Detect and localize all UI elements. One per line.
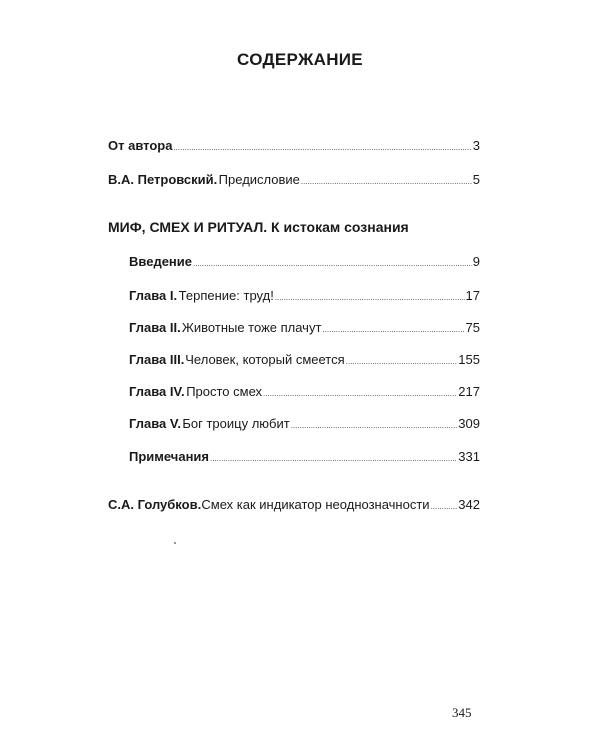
toc-entry-page: 9 <box>472 254 480 269</box>
section-heading: МИФ, СМЕХ И РИТУАЛ. К истокам сознания <box>108 219 409 235</box>
toc-entry-label: Глава IV. <box>129 384 185 399</box>
toc-entry-page: 3 <box>472 138 480 153</box>
toc-entry-label: Глава I. <box>129 288 178 303</box>
toc-entry-page: 75 <box>465 320 480 335</box>
leader-dots <box>301 174 472 190</box>
toc-entry-author: С.А. Голубков. <box>108 497 202 512</box>
toc-entry-page: 5 <box>472 172 480 187</box>
leader-dots <box>173 140 471 156</box>
leader-dots <box>193 256 472 272</box>
toc-entry-title: Смех как индикатор неоднозначности <box>201 497 430 512</box>
leader-dots <box>263 386 457 402</box>
toc-entry-preface <box>108 172 480 190</box>
toc-entry-label: Примечания <box>129 449 210 464</box>
page-title: СОДЕРЖАНИЕ <box>237 50 363 69</box>
toc-entry-title: Предисловие <box>218 172 300 187</box>
leader-dots <box>346 354 458 370</box>
toc-entry-page: 155 <box>458 352 480 367</box>
toc-entry-title: Животные тоже плачут <box>181 320 322 335</box>
toc-entry-chapter-5 <box>129 416 480 434</box>
toc-entry-title: Человек, который смеется <box>185 352 345 367</box>
leader-dots <box>291 418 458 434</box>
print-speck <box>174 542 176 544</box>
toc-entry-page: 342 <box>458 497 480 512</box>
leader-dots <box>275 290 465 306</box>
toc-entry-afterword <box>108 497 480 515</box>
toc-entry-label: Глава II. <box>129 320 181 335</box>
toc-entry-title: Бог троицу любит <box>182 416 290 431</box>
toc-entry-title: Терпение: труд! <box>178 288 274 303</box>
toc-entry-notes <box>129 449 480 467</box>
leader-dots <box>431 499 458 515</box>
toc-entry-author: В.А. Петровский. <box>108 172 218 187</box>
leader-dots <box>210 451 457 467</box>
leader-dots <box>322 322 464 338</box>
toc-entry-page: 309 <box>458 416 480 431</box>
toc-entry-chapter-3 <box>129 352 480 370</box>
toc-entry-label: Глава III. <box>129 352 185 367</box>
toc-entry-chapter-2 <box>129 320 480 338</box>
toc-entry-introduction <box>129 254 480 272</box>
toc-entry-label: Введение <box>129 254 192 269</box>
toc-entry-author-foreword <box>108 138 480 156</box>
toc-entry-chapter-4 <box>129 384 480 402</box>
toc-entry-page: 217 <box>458 384 480 399</box>
toc-entry-page: 17 <box>465 288 480 303</box>
toc-entry-chapter-1 <box>129 288 480 306</box>
toc-entry-title: Просто смех <box>186 384 263 399</box>
toc-entry-page: 331 <box>458 449 480 464</box>
toc-entry-label: От автора <box>108 138 173 153</box>
page-number: 345 <box>452 705 472 720</box>
toc-entry-label: Глава V. <box>129 416 181 431</box>
